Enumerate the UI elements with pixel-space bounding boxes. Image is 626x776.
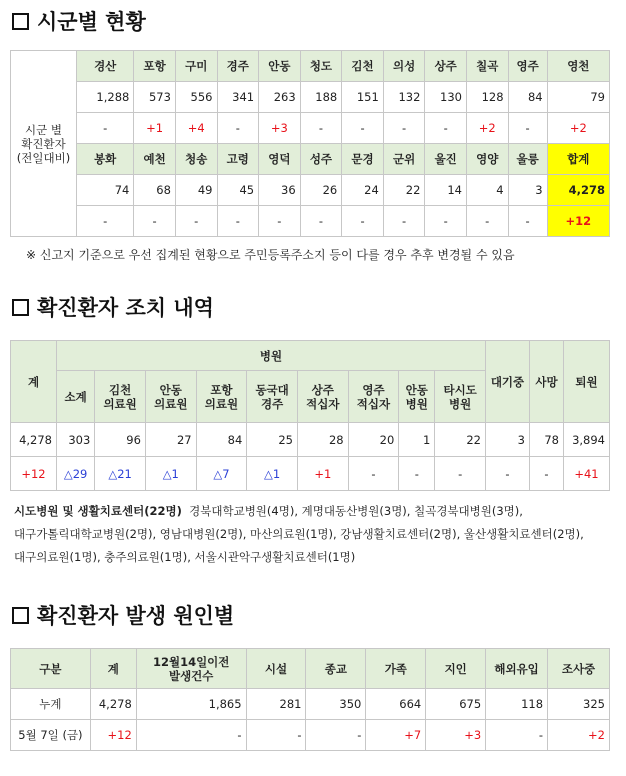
- region-change: +4: [175, 113, 217, 144]
- region-change: +2: [466, 113, 508, 144]
- region-count: 4,278: [547, 175, 609, 206]
- regional-count-row: [11, 82, 610, 113]
- hospital-col: [247, 371, 298, 423]
- region-count: 45: [217, 175, 259, 206]
- cause-value: +2: [548, 720, 610, 751]
- cause-value: 664: [366, 689, 426, 720]
- cause-table: [10, 648, 610, 751]
- region-change: -: [77, 206, 134, 237]
- measure-count: 20: [348, 423, 399, 457]
- col-waiting: 대기중: [486, 341, 530, 423]
- region-count: 36: [259, 175, 301, 206]
- col-total: 계: [11, 341, 57, 423]
- region-name: 영주: [508, 51, 547, 82]
- hospital-col-line: 안동: [159, 382, 182, 397]
- measure-count: 3: [486, 423, 530, 457]
- region-name: 영천: [547, 51, 609, 82]
- cause-data-row: [11, 720, 610, 751]
- hospital-col-line: 동국대: [255, 382, 289, 397]
- measure-count: 28: [297, 423, 348, 457]
- cause-value: +7: [366, 720, 426, 751]
- regional-status-table: [10, 50, 610, 237]
- cause-data-row: [11, 689, 610, 720]
- regional-note: ※ 신고지 기준으로 우선 집계된 현황으로 주민등록주소지 등이 다를 경우 추후 변경될 수 있음: [26, 248, 515, 262]
- measure-count: 1: [399, 423, 435, 457]
- region-change: +2: [547, 113, 609, 144]
- region-name: 예천: [134, 144, 176, 175]
- region-name: 포항: [134, 51, 176, 82]
- cause-value: 4,278: [90, 689, 136, 720]
- region-change: -: [342, 113, 384, 144]
- regional-name-row: [11, 51, 610, 82]
- measure-count: 84: [196, 423, 247, 457]
- region-name: 상주: [425, 51, 467, 82]
- hospital-col: [348, 371, 399, 423]
- region-count: 79: [547, 82, 609, 113]
- region-name: 청도: [300, 51, 342, 82]
- hospital-col-line: 적십자: [306, 396, 340, 411]
- cause-header-row: [11, 649, 610, 689]
- measure-change: -: [435, 457, 486, 491]
- section-title-regional: 시군별 현황: [12, 6, 146, 36]
- measures-count-row: [11, 423, 610, 457]
- cause-header-line: 12월14일이전: [152, 654, 230, 669]
- region-name: 군위: [383, 144, 425, 175]
- region-name: 경주: [217, 51, 259, 82]
- cause-header: 가족: [366, 649, 426, 689]
- region-count: 263: [259, 82, 301, 113]
- measure-change: △21: [95, 457, 146, 491]
- region-count: 188: [300, 82, 342, 113]
- cause-header: 해외유입: [486, 649, 548, 689]
- hospital-col: [57, 371, 95, 423]
- region-count: 130: [425, 82, 467, 113]
- cause-value: -: [486, 720, 548, 751]
- cause-header: 구분: [11, 649, 91, 689]
- hospital-col: [399, 371, 435, 423]
- hospital-col: [196, 371, 247, 423]
- hospital-col-line: 의료원: [103, 396, 137, 411]
- region-change: +3: [259, 113, 301, 144]
- region-change: -: [342, 206, 384, 237]
- region-change: +1: [134, 113, 176, 144]
- cause-value: -: [306, 720, 366, 751]
- region-name: 울진: [425, 144, 467, 175]
- region-count: 22: [383, 175, 425, 206]
- region-change: -: [259, 206, 301, 237]
- hospital-col-line: 안동: [405, 382, 428, 397]
- region-name: 청송: [175, 144, 217, 175]
- cause-value: 1,865: [136, 689, 246, 720]
- hospital-col-line: 의료원: [204, 396, 239, 411]
- region-name: 울릉: [508, 144, 547, 175]
- region-change: -: [217, 113, 259, 144]
- region-change: -: [77, 113, 134, 144]
- region-change: -: [466, 206, 508, 237]
- cause-value: 118: [486, 689, 548, 720]
- cause-header: 지인: [426, 649, 486, 689]
- region-change: -: [175, 206, 217, 237]
- cause-value: -: [136, 720, 246, 751]
- cause-value: +3: [426, 720, 486, 751]
- cause-header: [136, 649, 246, 689]
- region-count: 341: [217, 82, 259, 113]
- hospital-col-line: 소계: [64, 389, 87, 404]
- region-count: 74: [77, 175, 134, 206]
- region-change: -: [425, 113, 467, 144]
- region-count: 49: [175, 175, 217, 206]
- cause-header-line: 발생건수: [168, 668, 214, 683]
- hospital-col: [145, 371, 196, 423]
- measure-count: 25: [247, 423, 298, 457]
- region-name: 구미: [175, 51, 217, 82]
- measure-count: 27: [145, 423, 196, 457]
- region-change: -: [508, 206, 547, 237]
- hospital-col-line: 포항: [210, 382, 233, 397]
- region-change: -: [383, 206, 425, 237]
- cause-header: 시설: [246, 649, 306, 689]
- region-name: 의성: [383, 51, 425, 82]
- cause-header: 종교: [306, 649, 366, 689]
- hospital-col: [435, 371, 486, 423]
- measures-table: [10, 340, 610, 491]
- region-name: 봉화: [77, 144, 134, 175]
- measure-change: -: [399, 457, 435, 491]
- cause-value: +12: [90, 720, 136, 751]
- hospital-list-line3: 대구의료원(1명), 충주의료원(1명), 서울시관악구생활치료센터(1명): [14, 550, 356, 564]
- region-count: 26: [300, 175, 342, 206]
- measures-header-row: [11, 341, 610, 371]
- hospital-col-line: 병원: [449, 396, 472, 411]
- hospital-col-line: 병원: [405, 396, 428, 411]
- hospital-col-line: 영주: [362, 382, 385, 397]
- region-change: +12: [547, 206, 609, 237]
- region-name: 안동: [259, 51, 301, 82]
- measure-change: +12: [11, 457, 57, 491]
- cause-header: 조사중: [548, 649, 610, 689]
- region-name: 영덕: [259, 144, 301, 175]
- measure-count: 4,278: [11, 423, 57, 457]
- region-count: 151: [342, 82, 384, 113]
- side-label-line: (전일대비): [16, 150, 71, 165]
- cause-header: 계: [90, 649, 136, 689]
- square-bullet-icon: [12, 13, 29, 30]
- region-name: 문경: [342, 144, 384, 175]
- hospital-list-line1: 경북대학교병원(4명), 계명대동산병원(3명), 칠곡경북대병원(3명),: [189, 504, 523, 518]
- measure-change: -: [348, 457, 399, 491]
- measure-count: 22: [435, 423, 486, 457]
- region-change: -: [300, 113, 342, 144]
- region-count: 573: [134, 82, 176, 113]
- hospital-col-line: 김천: [108, 382, 132, 397]
- measure-change: -: [486, 457, 530, 491]
- region-name: 김천: [342, 51, 384, 82]
- region-count: 1,288: [77, 82, 134, 113]
- region-name: 영양: [466, 144, 508, 175]
- hospital-col-line: 경주: [261, 396, 284, 411]
- region-count: 556: [175, 82, 217, 113]
- hospital-col: [95, 371, 146, 423]
- square-bullet-icon: [12, 299, 29, 316]
- measure-count: 303: [57, 423, 95, 457]
- region-name: 합계: [547, 144, 609, 175]
- cause-value: 281: [246, 689, 306, 720]
- region-change: -: [217, 206, 259, 237]
- hospital-list: [14, 500, 614, 569]
- col-hospital: 병원: [57, 341, 486, 371]
- region-count: 4: [466, 175, 508, 206]
- cause-value: -: [246, 720, 306, 751]
- measure-count: 3,894: [564, 423, 610, 457]
- measure-change: △1: [247, 457, 298, 491]
- region-change: -: [300, 206, 342, 237]
- measure-change: △1: [145, 457, 196, 491]
- hospital-col-line: 타시도: [443, 382, 477, 397]
- measure-count: 96: [95, 423, 146, 457]
- col-discharged: 퇴원: [564, 341, 610, 423]
- hospital-col: [297, 371, 348, 423]
- region-change: -: [134, 206, 176, 237]
- cause-value: 350: [306, 689, 366, 720]
- side-label-line: 확진환자: [21, 136, 66, 151]
- region-count: 84: [508, 82, 547, 113]
- regional-change-row: [11, 206, 610, 237]
- side-label-line: 시군 별: [25, 122, 62, 137]
- side-label-cell: [11, 51, 77, 237]
- measure-change: △29: [57, 457, 95, 491]
- region-count: 132: [383, 82, 425, 113]
- region-count: 3: [508, 175, 547, 206]
- region-change: -: [383, 113, 425, 144]
- measure-change: △7: [196, 457, 247, 491]
- measure-change: +1: [297, 457, 348, 491]
- region-count: 24: [342, 175, 384, 206]
- regional-name-row: [11, 144, 610, 175]
- cause-row-label: 5월 7일 (금): [11, 720, 91, 751]
- hospital-col-line: 의료원: [154, 396, 188, 411]
- hospital-list-heading: 시도병원 및 생활치료센터(22명): [14, 504, 182, 518]
- region-count: 128: [466, 82, 508, 113]
- cause-value: 675: [426, 689, 486, 720]
- hospital-col-line: 적십자: [356, 396, 391, 411]
- section-title-measures: 확진환자 조치 내역: [12, 292, 214, 322]
- measure-change: -: [530, 457, 564, 491]
- hospital-col-line: 상주: [311, 382, 334, 397]
- square-bullet-icon: [12, 607, 29, 624]
- cause-row-label: 누계: [11, 689, 91, 720]
- region-count: 14: [425, 175, 467, 206]
- region-name: 경산: [77, 51, 134, 82]
- hospital-list-line2: 대구가톨릭대학교병원(2명), 영남대병원(2명), 마산의료원(1명), 강남생활치료센터(2명), 울산생활치료센터(2명),: [14, 527, 584, 541]
- measures-change-row: [11, 457, 610, 491]
- regional-count-row: [11, 175, 610, 206]
- cause-value: 325: [548, 689, 610, 720]
- measure-count: 78: [530, 423, 564, 457]
- region-count: 68: [134, 175, 176, 206]
- region-change: -: [425, 206, 467, 237]
- section-title-cause: 확진환자 발생 원인별: [12, 600, 234, 630]
- regional-change-row: [11, 113, 610, 144]
- region-name: 성주: [300, 144, 342, 175]
- region-change: -: [508, 113, 547, 144]
- col-death: 사망: [530, 341, 564, 423]
- measure-change: +41: [564, 457, 610, 491]
- region-name: 고령: [217, 144, 259, 175]
- region-name: 칠곡: [466, 51, 508, 82]
